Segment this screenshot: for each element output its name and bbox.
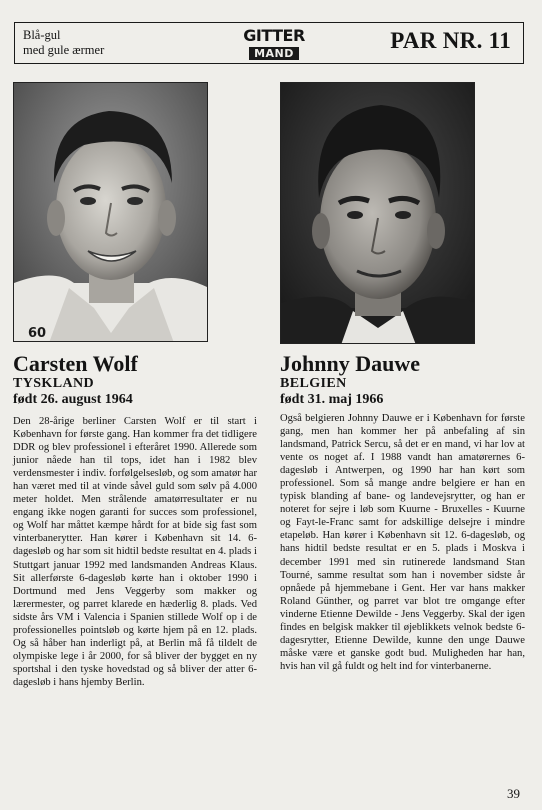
rider-biography: Også belgieren Johnny Dauwe er i København for første gang, men han kommer her på anbefaling af sin landsmand, Patrick Sercu, så det er en mand, vi har lov at vente os noget af. I 1988 vandt han amatørernes 6-dagesløb i Antwerpen, og 1990 har han kørt som professionel. Som så mange andre belgiere er han en typisk blanding af bane- og landevejsrytter, og han er noteret for sejre i løb som Kuurne - Bruxelles - Kuurne og Fayt-le-Franc samt for adskillige delsejre i mindre etapeløb. Han kører i København sit 12. 6-dagesløb, og hans hidtil bedste resultat er en 5. plads i Moskva i december 1991 med sin rutinerede landsmand Stan Tourné, samme resultat som han i november sidste år opnåede på hjemmebane i Gent. Her var hans makker Roland Günther, og parret var blot tre omgange efter vinderne Etienne Dewilde - Jens Veggerby. Skal der igen findes en belgisk makker til øjeblikkets velnok bedste 6-dagesrytter, Etienne Dewilde, kunne den unge Dauwe måske være et ganske godt bud. Muligheden har han, hvis han vil gå fuldt og helt ind for vinterbanerne. [280, 413, 525, 672]
jersey-colors-line2: med gule ærmer [23, 43, 105, 57]
logo-word-2: MAND [249, 47, 299, 60]
portrait-photo [14, 83, 208, 342]
rider-biography: Den 28-årige berliner Carsten Wolf er til start i København for første gang. Han kommer fra det tidligere DDR og blev professionel i efteråret 1990. Allerede som junior nåede han til tops, idet han i 1982 blev verdensmester i indiv. forfølgelsesløb, og som amatør har han været med til at vinde såvel guld som sølv på 4.000 meter holdet. Men strålende amatørresultater er nu engang ikke nogen garanti for succes som professionel, og Wolf har måttet kæmpe hårdt for at bide sig fast som vinterbanerytter. Han kører i København sit 14. 6-dagesløb og har som sit hidtil bedste resultat en 4. plads i Stuttgart januar 1992 med landsmanden Andreas Klaus. Sit allerførste 6-dagesløb kørte han i oktober 1990 i Dortmund med Jens Veggerby som makker og lærermester, og parret klarede en hæderlig 8. plads. Ved sidste års VM i Valencia i Spanien stillede Wolf op i de professionelles pointsløb og kørte hjem på en 12. plads. Og så håber han inderligt på, at Berlin må få tildelt de olympiske lege i år 2000, for så bliver der bygget en ny sportshal i den tyske hovedstad og så bliver der atter 6-dagesløb i hans hjemby Berlin. [13, 416, 257, 688]
jersey-colors-line1: Blå-gul [23, 28, 61, 42]
rider-birthdate: født 31. maj 1966 [280, 392, 384, 407]
rider-birthdate: født 26. august 1964 [13, 392, 133, 407]
gittermand-logo [241, 28, 307, 58]
rider-name: Johnny Dauwe [280, 351, 420, 376]
carsten-wolf-photo [13, 82, 208, 342]
jersey-colors [23, 28, 104, 58]
page-header [14, 22, 524, 64]
logo-word-1: GITTER [243, 26, 305, 45]
rider-johnny-dauwe [280, 352, 525, 673]
portrait-photo [281, 83, 475, 344]
rider-name: Carsten Wolf [13, 351, 138, 376]
johnny-dauwe-photo [280, 82, 475, 344]
rider-country: BELGIEN [280, 376, 347, 391]
jersey-number: 60 [28, 326, 47, 341]
rider-country: TYSKLAND [13, 376, 94, 391]
page-number: 39 [507, 786, 520, 801]
pair-number-title: PAR NR. 11 [390, 28, 511, 53]
rider-carsten-wolf [13, 352, 257, 689]
